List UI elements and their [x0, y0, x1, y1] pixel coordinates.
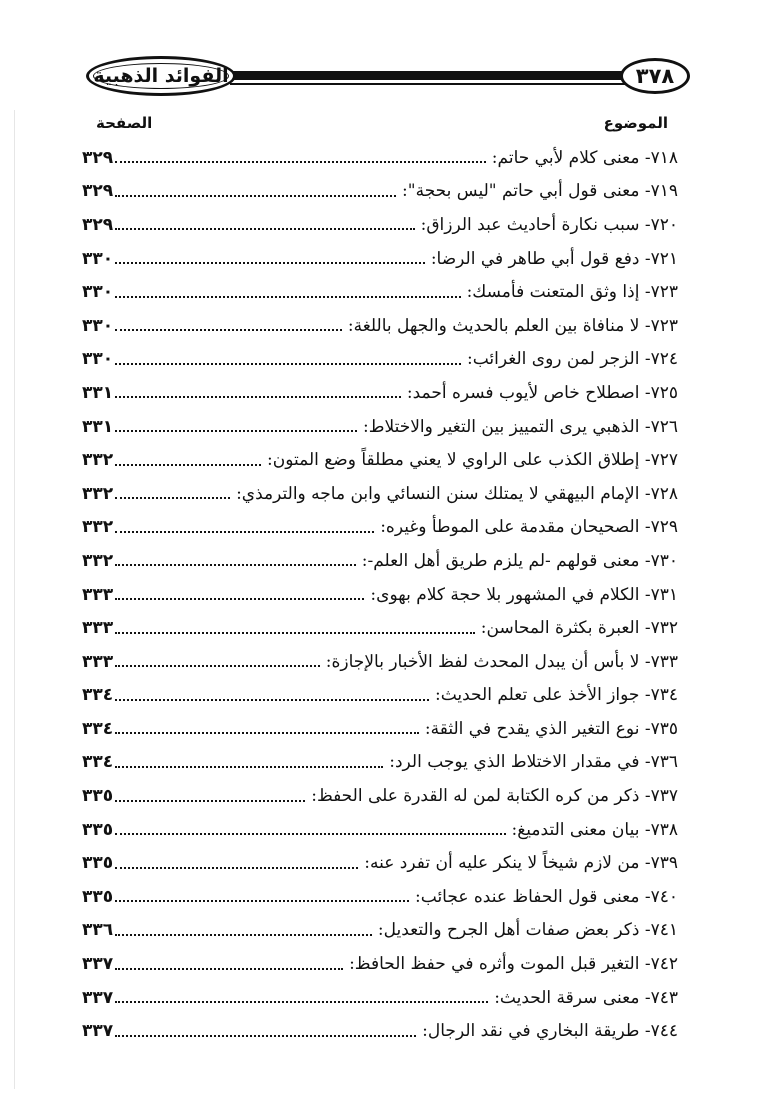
toc-entry-page-number: ٣٣٧ [82, 987, 114, 1008]
toc-entry [82, 578, 678, 612]
toc-entry-title: ٧٢٨- الإمام البيهقي لا يمتلك سنن النسائي وابن ماجه والترمذي: [236, 483, 678, 504]
toc-entry [82, 275, 678, 309]
toc-entries-list [82, 141, 678, 1048]
page-header [80, 52, 692, 102]
toc-entry [82, 981, 678, 1015]
toc-entry [82, 880, 678, 914]
toc-entry-page-number: ٣٣٧ [82, 954, 114, 975]
toc-entry-page-number: ٣٣٥ [82, 853, 114, 874]
toc-entry-title: ٧٣٢- العبرة بكثرة المحاسن: [480, 618, 678, 639]
toc-entry-title: ٧٤٢- التغير قبل الموت وأثره في حفظ الحافظ: [349, 954, 678, 975]
toc-entry-title: ٧٣٦- في مقدار الاختلاط الذي يوجب الرد: [389, 752, 678, 773]
toc-entry-page-number: ٣٣٤ [82, 752, 114, 773]
toc-entry-page-number: ٣٣٣ [82, 651, 114, 672]
page-number-frame [620, 58, 690, 94]
toc-entry-title: ٧٢٥- اصطلاح خاص لأيوب فسره أحمد: [406, 382, 678, 403]
toc-entry [82, 846, 678, 880]
toc-entry-title: ٧٣١- الكلام في المشهور بلا حجة كلام بهوى: [370, 584, 678, 605]
toc-entry-page-number: ٣٣٣ [82, 618, 114, 639]
toc-entry-page-number: ٣٢٩ [82, 214, 114, 235]
dot-leader [115, 967, 343, 970]
toc-entry [82, 544, 678, 578]
dot-leader [115, 597, 364, 600]
toc-entry-title: ٧٢١- دفع قول أبي طاهر في الرضا: [430, 248, 678, 269]
toc-entry-page-number: ٣٣٠ [82, 349, 114, 370]
dot-leader [115, 160, 486, 163]
toc-entry-page-number: ٣٣٧ [82, 1021, 114, 1042]
toc-entry [82, 242, 678, 276]
header-rule-thin [230, 83, 627, 85]
toc-entry [82, 813, 678, 847]
toc-entry-page-number: ٣٣١ [82, 416, 114, 437]
dot-leader [115, 295, 460, 298]
toc-entry-page-number: ٣٣٦ [82, 920, 114, 941]
toc-entry [82, 175, 678, 209]
toc-entry-title: ٧٤٤- طريقة البخاري في نقد الرجال: [422, 1021, 678, 1042]
toc-entry-page-number: ٣٣٥ [82, 786, 114, 807]
toc-entry [82, 443, 678, 477]
toc-entry-page-number: ٣٢٩ [82, 147, 114, 168]
dot-leader [115, 194, 396, 197]
dot-leader [115, 933, 372, 936]
toc-entry-title: ٧٤١- ذكر بعض صفات أهل الجرح والتعديل: [377, 920, 678, 941]
dot-leader [115, 731, 419, 734]
toc-entry [82, 309, 678, 343]
toc-entry [82, 611, 678, 645]
toc-entry [82, 712, 678, 746]
toc-entry-title: ٧٣٨- بيان معنى التدميغ: [511, 819, 678, 840]
toc-entry-title: ٧٢٣- لا منافاة بين العلم بالحديث والجهل باللغة: [347, 315, 678, 336]
toc-entry-title: ٧٣٤- جواز الأخذ على تعلم الحديث: [434, 685, 678, 706]
toc-entry-page-number: ٣٣٢ [82, 483, 114, 504]
toc-entry [82, 679, 678, 713]
toc-entry-title: ٧١٨- معنى كلام لأبي حاتم: [491, 147, 678, 168]
toc-entry-title: ٧٣٩- من لازم شيخاً لا ينكر عليه أن تفرد عنه: [364, 853, 678, 874]
toc-entry-page-number: ٣٣٢ [82, 550, 114, 571]
dot-leader [115, 227, 414, 230]
toc-entry-page-number: ٣٢٩ [82, 181, 114, 202]
toc-entry [82, 645, 678, 679]
toc-entry-title: ٧٤٠- معنى قول الحفاظ عنده عجائب: [415, 886, 678, 907]
dot-leader [115, 1000, 488, 1003]
toc-entry [82, 141, 678, 175]
header-rule [230, 71, 627, 80]
toc-entry-page-number: ٣٣٣ [82, 584, 114, 605]
toc-entry [82, 779, 678, 813]
dot-leader [115, 530, 374, 533]
toc-entry [82, 343, 678, 377]
page-number: ٣٧٨ [635, 64, 675, 88]
dot-leader [115, 463, 261, 466]
page-edge-line [14, 110, 15, 1089]
dot-leader [115, 395, 401, 398]
toc-entry-title: ٧٣٥- نوع التغير الذي يقدح في الثقة: [424, 718, 678, 739]
toc-entry-page-number: ٣٣٠ [82, 282, 114, 303]
dot-leader [115, 631, 475, 634]
toc-entry [82, 746, 678, 780]
dot-leader [115, 496, 230, 499]
dot-leader [115, 1034, 416, 1037]
toc-entry-page-number: ٣٣٠ [82, 315, 114, 336]
dot-leader [115, 765, 383, 768]
dot-leader [115, 899, 409, 902]
book-title: الفوائد الذهبية [93, 65, 229, 87]
dot-leader [115, 832, 505, 835]
toc-entry [82, 376, 678, 410]
toc-entry-title: ٧٣٣- لا بأس أن يبدل المحدث لفظ الأخبار بالإجازة: [325, 651, 678, 672]
dot-leader [115, 261, 425, 264]
dot-leader [115, 563, 356, 566]
toc-entry-title: ٧٢٤- الزجر لمن روى الغرائب: [467, 349, 678, 370]
toc-entry-page-number: ٣٣٢ [82, 517, 114, 538]
toc-entry [82, 1014, 678, 1048]
toc-entry [82, 914, 678, 948]
toc-entry [82, 208, 678, 242]
toc-entry [82, 947, 678, 981]
dot-leader [115, 799, 305, 802]
toc-entry-title: ٧٣٠- معنى قولهم -لم يلزم طريق أهل العلم-: [361, 550, 678, 571]
toc-entry-title: ٧٢٦- الذهبي يرى التمييز بين التغير والاختلاط: [363, 416, 678, 437]
toc-entry-page-number: ٣٣٥ [82, 819, 114, 840]
toc-entry-title: ٧٢٩- الصحيحان مقدمة على الموطأ وغيره: [380, 517, 678, 538]
toc-entry-title: ٧٢٧- إطلاق الكذب على الراوي لا يعني مطلقاً وضع المتون: [267, 450, 678, 471]
dot-leader [115, 328, 342, 331]
toc-entry-title: ٧٢٠- سبب نكارة أحاديث عبد الرزاق: [420, 214, 678, 235]
toc-entry-page-number: ٣٣٤ [82, 685, 114, 706]
toc-entry-title: ٧٤٣- معنى سرقة الحديث: [494, 987, 678, 1008]
toc-entry [82, 511, 678, 545]
toc-entry-title: ٧٣٧- ذكر من كره الكتابة لمن له القدرة على الحفظ: [311, 786, 678, 807]
toc-entry-page-number: ٣٣٠ [82, 248, 114, 269]
toc-entry [82, 410, 678, 444]
toc-entry [82, 477, 678, 511]
toc-entry-title: ٧٢٣- إذا وثق المتعنت فأمسك: [466, 282, 678, 303]
toc-entry-page-number: ٣٣٥ [82, 886, 114, 907]
subject-column-header: الموضوع [603, 114, 668, 132]
toc-entry-page-number: ٣٣٢ [82, 450, 114, 471]
dot-leader [115, 429, 357, 432]
dot-leader [115, 664, 320, 667]
toc-entry-page-number: ٣٣١ [82, 382, 114, 403]
dot-leader [115, 362, 461, 365]
book-title-frame [86, 56, 236, 96]
page-column-header: الصفحة [96, 114, 153, 132]
dot-leader [115, 698, 429, 701]
toc-entry-page-number: ٣٣٤ [82, 718, 114, 739]
toc-entry-title: ٧١٩- معنى قول أبي حاتم "ليس بحجة": [402, 181, 678, 202]
dot-leader [115, 866, 358, 869]
